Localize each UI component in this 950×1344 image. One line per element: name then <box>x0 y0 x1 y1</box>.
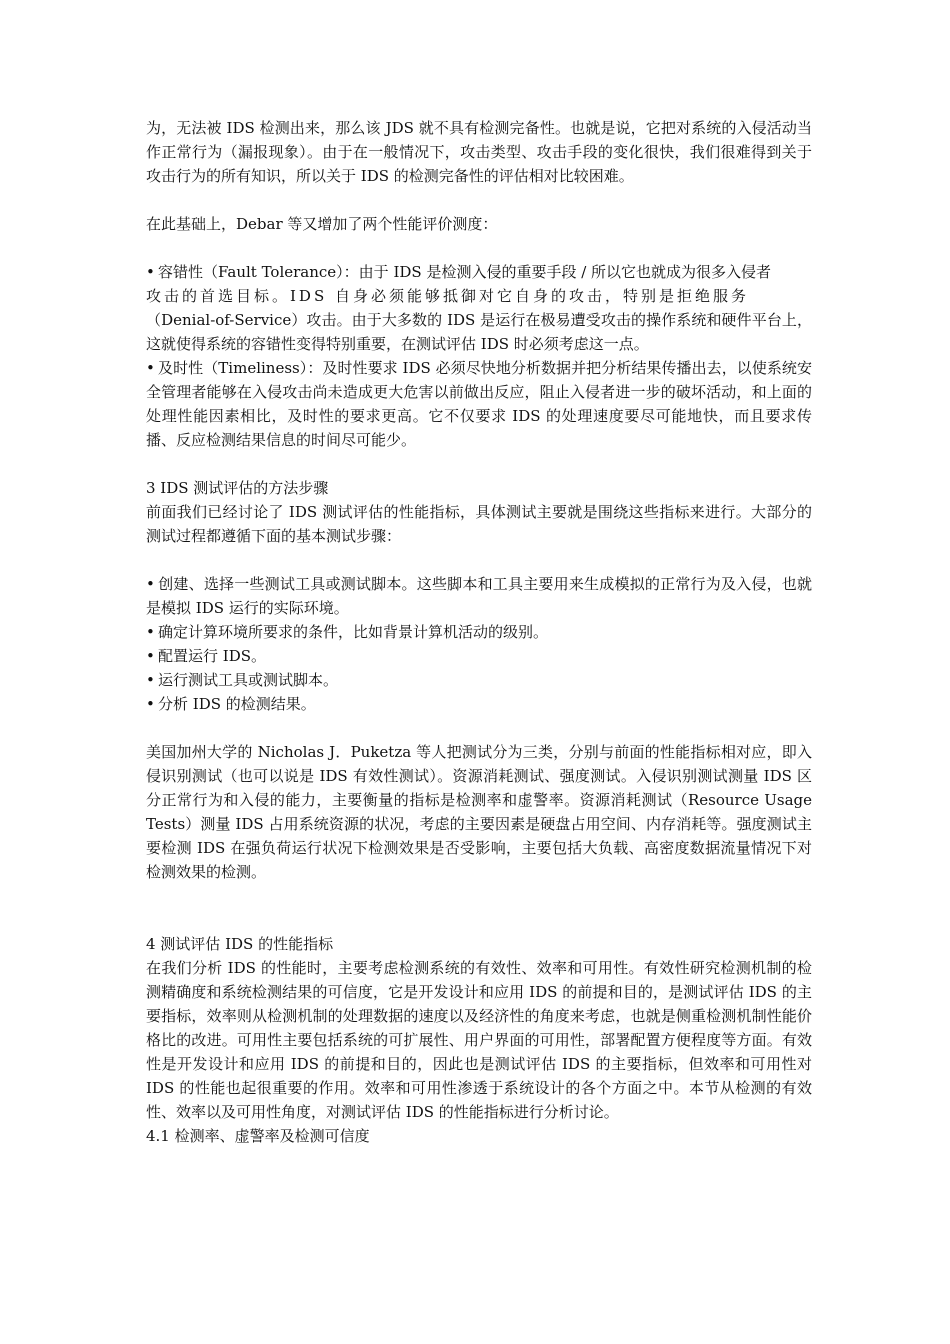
step-item-4: • 运行测试工具或测试脚本。 <box>146 668 812 692</box>
bullet-glyph: • <box>146 359 155 377</box>
section-3-heading: 3 IDS 测试评估的方法步骤 <box>146 479 329 497</box>
bullet-fault-tolerance <box>146 260 812 356</box>
section-4-1-heading: 4.1 检测率、虚警率及检测可信度 <box>146 1127 370 1145</box>
bullet-glyph: • <box>146 575 155 593</box>
bullet-glyph: • <box>146 671 155 689</box>
fault-tolerance-rest: （Denial-of-Service）攻击。由于大多数的 IDS 是运行在极易遭受攻击的操作系统和硬件平台上，这就使得系统的容错性变得特别重要，在测试评估 IDS 时必须考虑这一点。 <box>146 311 812 353</box>
bullet-glyph: • <box>146 263 155 281</box>
paragraph-puketza-tests: 美国加州大学的 Nicholas J．Puketza 等人把测试分为三类，分别与前面的性能指标相对应，即入侵识别测试（也可以说是 IDS 有效性测试）。资源消耗测试、强度测试。入侵识别测试测量 IDS 区分正常行为和入侵的能力，主要衡量的指标是检测率和虚警率。资源消耗测试（Resource Usage Tests）测量 IDS 占用系统资源的状况，考虑的主要因素是硬盘占用空间、内存消耗等。强度测试主要检测 IDS 在强负荷运行状况下检测效果是否受影响，主要包括大负载、高密度数据流量情况下对检测效果的检测。 <box>146 743 812 881</box>
step-item-1: • 创建、选择一些测试工具或测试脚本。这些脚本和工具主要用来生成模拟的正常行为及入侵，也就是模拟 IDS 运行的实际环境。 <box>146 572 812 620</box>
bullet-glyph: • <box>146 623 155 641</box>
fault-tolerance-line1: 容错性（Fault Tolerance）：由于 IDS 是检测入侵的重要手段 / 所以它也就成为很多入侵者 <box>158 263 772 281</box>
document-page <box>146 116 812 1148</box>
section-3-intro: 前面我们已经讨论了 IDS 测试评估的性能指标，具体测试主要就是围绕这些指标来进行。大部分的测试过程都遵循下面的基本测试步骤： <box>146 503 812 545</box>
step-item-2: • 确定计算环境所要求的条件，比如背景计算机活动的级别。 <box>146 620 812 644</box>
timeliness-text: 及时性（Timeliness）：及时性要求 IDS 必须尽快地分析数据并把分析结果传播出去，以使系统安全管理者能够在入侵攻击尚未造成更大危害以前做出反应，阻止入侵者进一步的破坏活动，和上面的处理性能因素相比，及时性的要求更高。它不仅要求 IDS 的处理速度要尽可能地快，而且要求传播、反应检测结果信息的时间尽可能少。 <box>146 359 812 449</box>
step-item-3: • 配置运行 IDS。 <box>146 644 812 668</box>
paragraph-detection-completeness: 为，无法被 IDS 检测出来，那么该 JDS 就不具有检测完备性。也就是说，它把对系统的入侵活动当作正常行为（漏报现象）。由于在一般情况下，攻击类型、攻击手段的变化很快，我们很难得到关于攻击行为的所有知识，所以关于 IDS 的检测完备性的评估相对比较困难。 <box>146 119 812 185</box>
bullet-glyph: • <box>146 647 155 665</box>
fault-tolerance-line2: 攻击的首选目标。IDS 自身必须能够抵御对它自身的攻击，特别是拒绝服务 <box>146 287 749 305</box>
bullet-timeliness <box>146 356 812 452</box>
bullet-glyph: • <box>146 695 155 713</box>
section-4-heading: 4 测试评估 IDS 的性能指标 <box>146 935 334 953</box>
step-item-5: • 分析 IDS 的检测结果。 <box>146 692 812 716</box>
section-4-body: 在我们分析 IDS 的性能时，主要考虑检测系统的有效性、效率和可用性。有效性研究检测机制的检测精确度和系统检测结果的可信度，它是开发设计和应用 IDS 的前提和目的，是测试评估 IDS 的主要指标，效率则从检测机制的处理数据的速度以及经济性的角度来考虑，也就是侧重检测机制性能价格比的改进。可用性主要包括系统的可扩展性、用户界面的可用性，部署配置方便程度等方面。有效性是开发设计和应用 IDS 的前提和目的，因此也是测试评估 IDS 的主要指标，但效率和可用性对 IDS 的性能也起很重要的作用。效率和可用性渗透于系统设计的各个方面之中。本节从检测的有效性、效率以及可用性角度，对测试评估 IDS 的性能指标进行分析讨论。 <box>146 959 812 1121</box>
paragraph-debar-intro: 在此基础上，Debar 等又增加了两个性能评价测度： <box>146 215 498 233</box>
